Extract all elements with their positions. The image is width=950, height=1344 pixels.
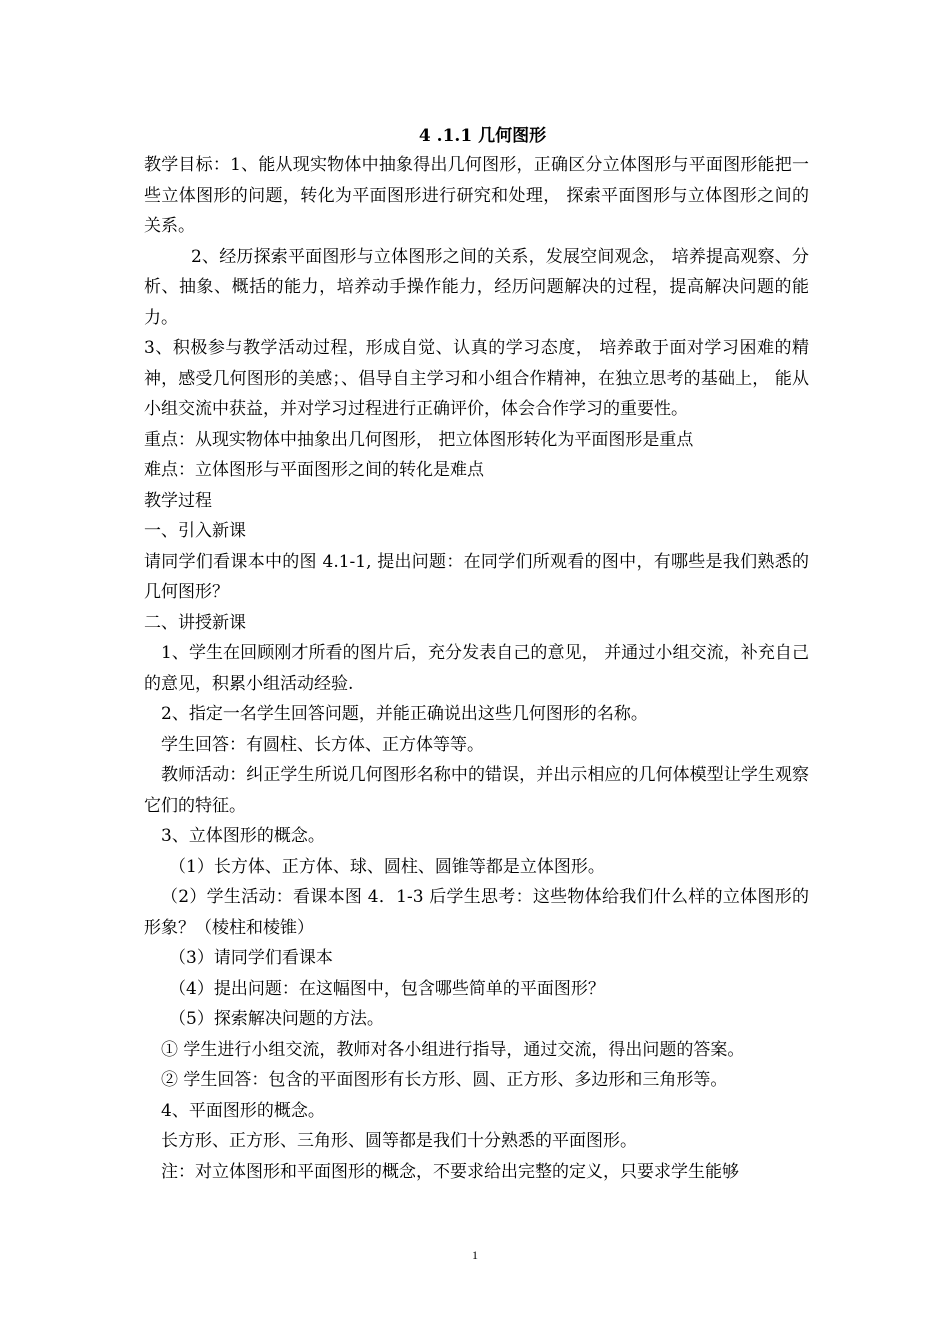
intro-paragraph: 请同学们看课本中的图 4.1-1, 提出问题：在同学们所观看的图中，有哪些是我们熟悉的几何图形？	[144, 551, 809, 602]
lecture-step-1: 1、学生在回顾刚才所看的图片后，充分发表自己的意见， 并通过小组交流，补充自己的意见，积累小组活动经验.	[144, 643, 809, 694]
document-title: 4 .1.1 几何图形	[418, 126, 547, 146]
section-heading-intro: 一、引入新课	[144, 521, 246, 541]
sub-item-4: （4）提出问题：在这幅图中，包含哪些简单的平面图形？	[169, 978, 605, 999]
key-point: 重点：从现实物体中抽象出几何图形， 把立体图形转化为平面图形是重点	[144, 429, 694, 450]
objective-paragraph-2: 2、经历探索平面图形与立体图形之间的关系，发展空间观念， 培养提高观察、分析、抽象、概括的能力，培养动手操作能力，经历问题解决的过程，提高解决问题的能力。	[144, 246, 809, 328]
lecture-step-2: 2、指定一名学生回答问题，并能正确说出这些几何图形的名称。	[161, 704, 648, 724]
page-number: 1	[472, 1248, 478, 1262]
plane-figures-paragraph: 长方形、正方形、三角形、圆等都是我们十分熟悉的平面图形。	[161, 1131, 637, 1151]
sub-item-3: （3）请同学们看课本	[169, 948, 333, 968]
objective-paragraph-3: 3、积极参与教学活动过程，形成自觉、认真的学习态度， 培养敢于面对学习困难的精神，感受几何图形的美感；、倡导自主学习和小组合作精神，在独立思考的基础上， 能从小组交流中获益，并对学习过程进行正确评价，体会合作学习的重要性。	[144, 338, 809, 419]
objective-paragraph-1: 教学目标：1、能从现实物体中抽象得出几何图形，正确区分立体图形与平面图形能把一些立体图形的问题，转化为平面图形进行研究和处理， 探索平面图形与立体图形之间的关系。	[144, 155, 809, 236]
sub-item-5: （5）探索解决问题的方法。	[169, 1009, 384, 1029]
sub-item-1: （1）长方体、正方体、球、圆柱、圆锥等都是立体图形。	[169, 856, 605, 877]
section-heading-process: 教学过程	[144, 490, 212, 511]
lecture-step-3: 3、立体图形的概念。	[161, 826, 325, 846]
document-body	[144, 122, 809, 1187]
circled-item-2: ② 学生回答：包含的平面图形有长方形、圆、正方形、多边形和三角形等。	[161, 1070, 728, 1090]
teacher-activity: 教师活动：纠正学生所说几何图形名称中的错误，并出示相应的几何体模型让学生观察它们的特征。	[144, 765, 809, 816]
sub-item-2: （2）学生活动：看课本图 4．1-3 后学生思考：这些物体给我们什么样的立体图形的形象？（棱柱和棱锥）	[144, 887, 809, 938]
note-paragraph: 注：对立体图形和平面图形的概念，不要求给出完整的定义，只要求学生能够	[161, 1161, 739, 1182]
student-answer: 学生回答：有圆柱、长方体、正方体等等。	[161, 734, 484, 755]
lecture-step-4: 4、平面图形的概念。	[161, 1100, 325, 1121]
difficult-point: 难点：立体图形与平面图形之间的转化是难点	[144, 460, 484, 480]
section-heading-lecture: 二、讲授新课	[144, 612, 246, 633]
circled-item-1: ① 学生进行小组交流，教师对各小组进行指导，通过交流，得出问题的答案。	[161, 1039, 745, 1060]
